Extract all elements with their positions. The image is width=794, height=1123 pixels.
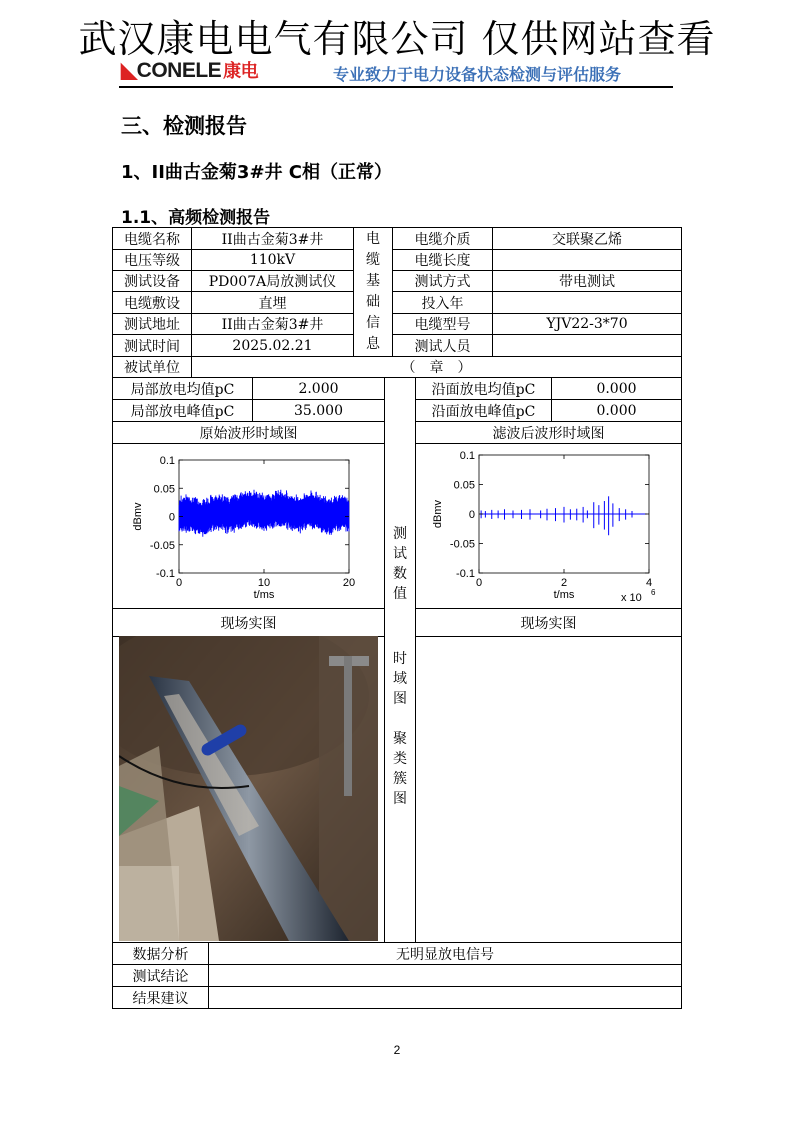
advice-label: 结果建议 bbox=[112, 986, 209, 1009]
slogan: 专业致力于电力设备状态检测与评估服务 bbox=[333, 65, 622, 84]
pd-avg-label: 局部放电均值pC bbox=[112, 377, 253, 400]
conclusion-value bbox=[208, 964, 682, 987]
y-tick-label: -0.05 bbox=[149, 539, 175, 552]
report-title: 1.1、高频检测报告 bbox=[121, 208, 271, 228]
basic-label: 电缆敷设 bbox=[112, 291, 192, 314]
basic-label: 测试设备 bbox=[112, 270, 192, 292]
basic-label: 测试时间 bbox=[112, 334, 192, 357]
basic-label: 电缆名称 bbox=[112, 227, 192, 250]
unit-value: （ 章 ） bbox=[191, 356, 682, 378]
basic-value: II曲古金菊3#井 bbox=[191, 313, 354, 335]
y-tick-label: 0.05 bbox=[453, 479, 475, 492]
site-photo-left-title: 现场实图 bbox=[112, 608, 385, 637]
site-photo-right-cell bbox=[415, 636, 682, 943]
basic-value: PD007A局放测试仪 bbox=[191, 270, 354, 292]
raw-plot-title: 原始波形时域图 bbox=[112, 421, 385, 444]
basic-value: 直埋 bbox=[191, 291, 354, 314]
y-tick-label: 0 bbox=[468, 509, 475, 521]
header-divider bbox=[119, 86, 673, 88]
filtered-waveform-chart bbox=[416, 444, 680, 606]
watermark: 武汉康电电气有限公司 仅供网站查看 bbox=[78, 17, 716, 61]
x-axis-label: t/ms bbox=[553, 589, 575, 601]
x-multiplier-exp: 6 bbox=[651, 588, 656, 597]
sf-peak-label: 沿面放电峰值pC bbox=[415, 399, 552, 422]
basic-value: YJV22-3*70 bbox=[492, 313, 682, 335]
x-tick-label: 4 bbox=[645, 577, 653, 589]
x-axis-label: t/ms bbox=[253, 589, 275, 601]
x-tick-label: 20 bbox=[342, 577, 356, 589]
pd-avg-value: 2.000 bbox=[252, 377, 385, 400]
basic-value: 交联聚乙烯 bbox=[492, 227, 682, 250]
raw-waveform-chart bbox=[113, 444, 383, 606]
y-tick-label: -0.1 bbox=[456, 568, 475, 580]
basic-value: 带电测试 bbox=[492, 270, 682, 292]
y-axis-label: dBmv bbox=[432, 499, 444, 529]
x-tick-label: 10 bbox=[257, 577, 271, 589]
basic-label: 电缆长度 bbox=[392, 249, 493, 271]
y-tick-label: -0.05 bbox=[449, 538, 475, 551]
conclusion-label: 测试结论 bbox=[112, 964, 209, 987]
company-logo: ◣CONELE 康电 bbox=[121, 59, 259, 82]
site-photo bbox=[119, 636, 378, 941]
basic-label: 电压等级 bbox=[112, 249, 192, 271]
analysis-label: 数据分析 bbox=[112, 942, 209, 965]
basic-label: 测试方式 bbox=[392, 270, 493, 292]
basic-value bbox=[492, 334, 682, 357]
x-tick-label: 0 bbox=[175, 577, 183, 589]
y-axis-label: dBmv bbox=[132, 502, 144, 531]
sf-avg-value: 0.000 bbox=[551, 377, 682, 400]
filtered-plot-title: 滤波后波形时域图 bbox=[415, 421, 682, 444]
y-tick-label: -0.1 bbox=[156, 568, 175, 580]
pd-peak-label: 局部放电峰值pC bbox=[112, 399, 253, 422]
site-photo-right-title: 现场实图 bbox=[415, 608, 682, 637]
advice-value bbox=[208, 986, 682, 1009]
analysis-value: 无明显放电信号 bbox=[208, 942, 682, 965]
x-tick-label: 2 bbox=[560, 577, 568, 589]
basic-label: 测试人员 bbox=[392, 334, 493, 357]
basic-value: II曲古金菊3#井 bbox=[191, 227, 354, 250]
basic-label: 投入年 bbox=[392, 291, 493, 314]
basic-value bbox=[492, 291, 682, 314]
y-tick-label: 0.05 bbox=[153, 483, 175, 496]
section-title: 三、检测报告 bbox=[121, 114, 247, 138]
basic-value bbox=[492, 249, 682, 271]
pd-peak-value: 35.000 bbox=[252, 399, 385, 422]
x-multiplier: x 10 bbox=[621, 592, 642, 604]
sf-avg-label: 沿面放电均值pC bbox=[415, 377, 552, 400]
basic-label: 电缆型号 bbox=[392, 313, 493, 335]
test-values-label: 测 试 数 值 时 域 图 聚 类 簇 图 bbox=[384, 377, 416, 943]
unit-label: 被试单位 bbox=[112, 356, 192, 378]
subsection-title: 1、II曲古金菊3#井 C相（正常） bbox=[121, 162, 393, 183]
basic-value: 110kV bbox=[191, 249, 354, 271]
basic-value: 2025.02.21 bbox=[191, 334, 354, 357]
y-tick-label: 0.1 bbox=[159, 455, 175, 467]
sf-peak-value: 0.000 bbox=[551, 399, 682, 422]
y-tick-label: 0.1 bbox=[459, 450, 475, 462]
basic-label: 电缆介质 bbox=[392, 227, 493, 250]
basic-info-group-label: 电 缆 基 础 信 息 bbox=[353, 227, 393, 357]
x-tick-label: 0 bbox=[475, 577, 483, 589]
y-tick-label: 0 bbox=[168, 511, 175, 524]
basic-label: 测试地址 bbox=[112, 313, 192, 335]
page-number: 2 bbox=[393, 1043, 401, 1057]
